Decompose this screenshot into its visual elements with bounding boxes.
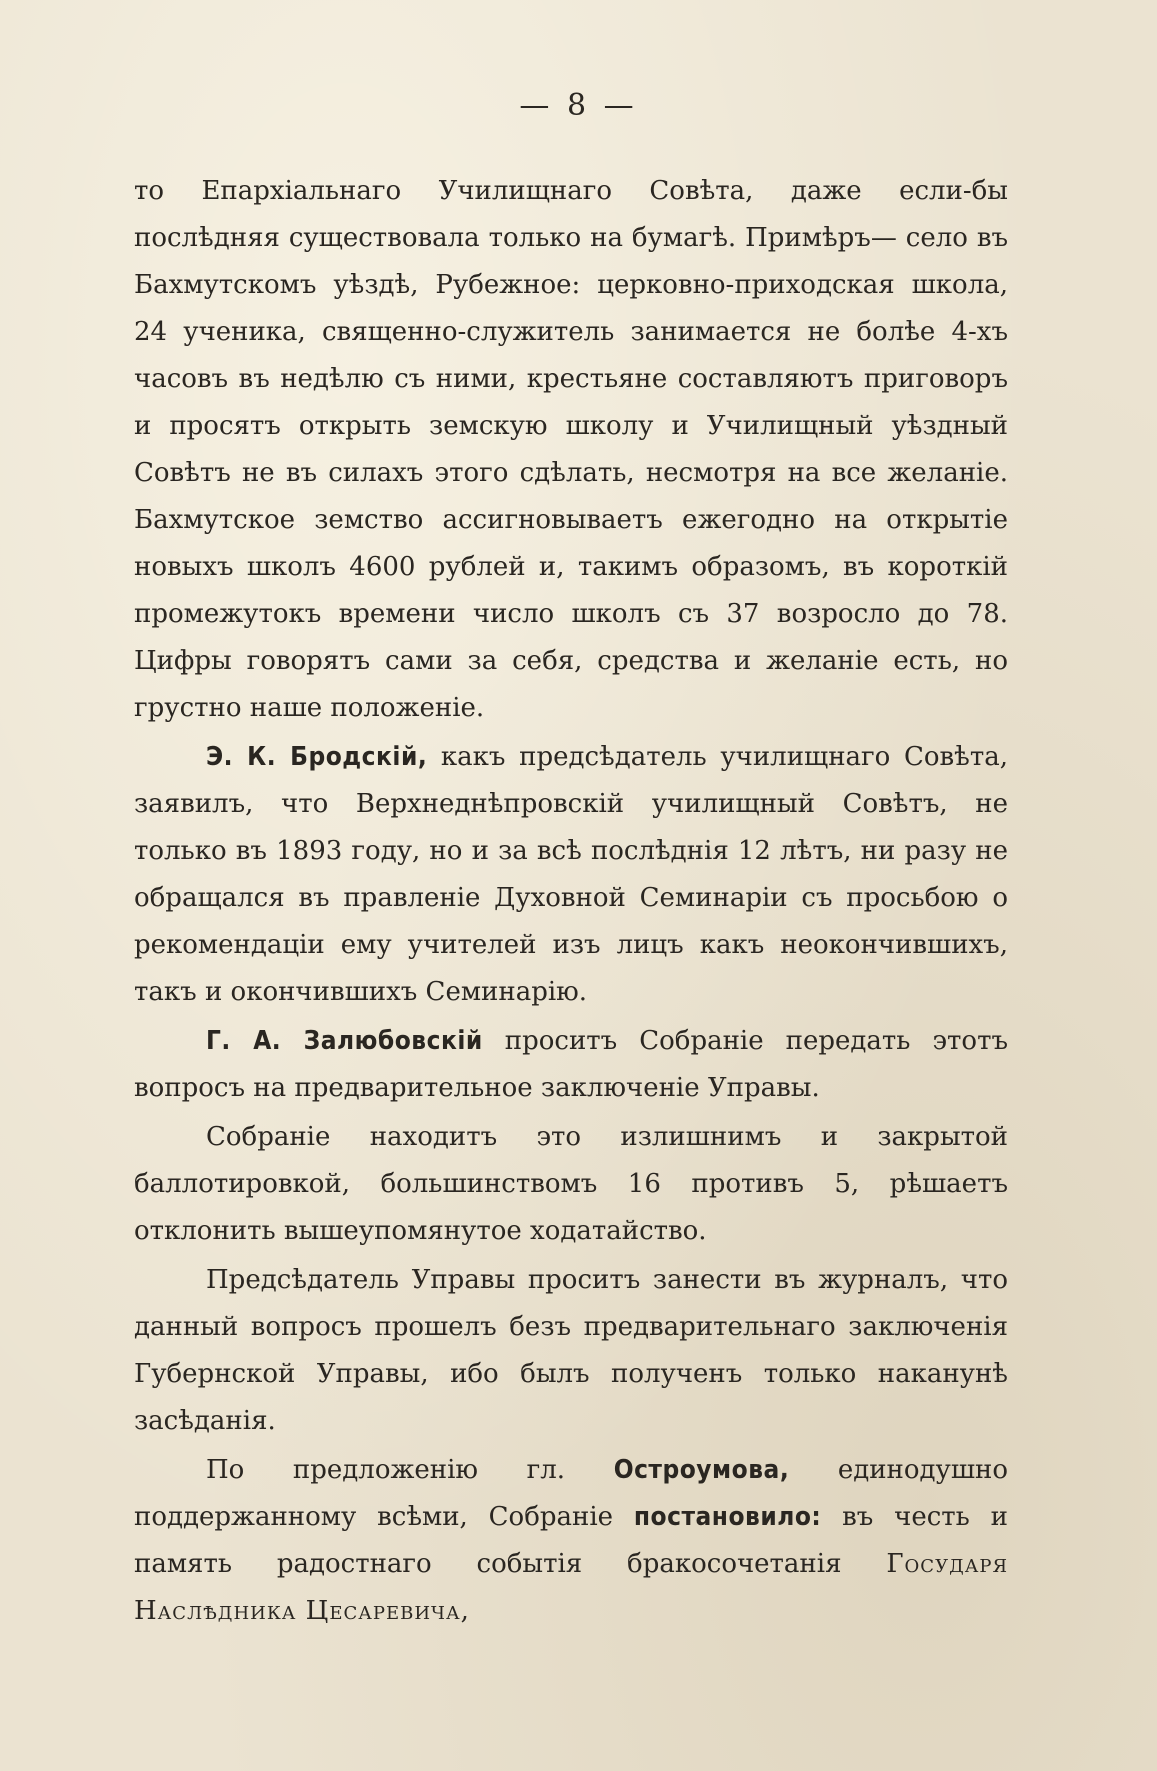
- paragraph-5-text: Предсѣдатель Управы проситъ занести въ журналъ, что данный вопросъ прошелъ безъ предварительнаго заключенія Губернской Управы, ибо былъ полученъ только наканунѣ засѣданія.: [134, 1265, 1008, 1436]
- page-number: — 8 —: [519, 88, 638, 123]
- paragraph-4-text: Собраніе находитъ это излишнимъ и закрытой баллотировкой, большинствомъ 16 противъ 5, рѣшаетъ отклонить вышеупомянутое ходатайство.: [134, 1122, 1008, 1246]
- resolution-keyword: постановило:: [633, 1502, 822, 1532]
- paragraph-5: [134, 1257, 1008, 1445]
- speaker-name-ostroumov: Остроумова,: [613, 1455, 790, 1485]
- speaker-name-zalyubovsky: Г. А. Залюбовскій: [206, 1026, 483, 1056]
- paragraph-6: [134, 1447, 1008, 1635]
- speaker-name-brodsky: Э. К. Бродскій,: [206, 742, 428, 772]
- page-body: [134, 168, 1008, 1637]
- paragraph-6-mid: единодушно поддержанному всѣми, Собраніе: [134, 1455, 1008, 1532]
- paragraph-6-post: въ честь и память радостнаго событія бракосочетанія: [134, 1502, 1008, 1579]
- paragraph-1-text: то Епархіальнаго Училищнаго Совѣта, даже если-бы послѣдняя существовала только на бумагѣ. Примѣръ— село въ Бахмутскомъ уѣздѣ, Рубежное: церковно-приходская школа, 24 ученика, священно-служитель занимается не болѣе 4-хъ часовъ въ недѣлю съ ними, крестьяне составляютъ приговоръ и просятъ открыть земскую школу и Училищный уѣздный Совѣтъ не въ силахъ этого сдѣлать, несмотря на все желаніе. Бахмутское земство ассигновываетъ ежегодно на открытіе новыхъ школъ 4600 рублей и, такимъ образомъ, въ короткій промежутокъ времени число школъ съ 37 возросло до 78. Цифры говорятъ сами за себя, средства и желаніе есть, но грустно наше положеніе.: [134, 176, 1008, 723]
- paragraph-4: [134, 1114, 1008, 1255]
- paragraph-1: [134, 168, 1008, 732]
- paragraph-2-text: какъ предсѣдатель училищнаго Совѣта, заявилъ, что Верхнеднѣпровскій училищный Совѣтъ, не только въ 1893 году, но и за всѣ послѣднія 12 лѣтъ, ни разу не обращался въ правленіе Духовной Семинаріи съ просьбою о рекомендаціи ему учителей изъ лицъ какъ неокончившихъ, такъ и окончившихъ Семинарію.: [134, 742, 1008, 1007]
- paragraph-2: [134, 734, 1008, 1016]
- paragraph-6-pre: По предложенію гл.: [206, 1455, 614, 1485]
- paragraph-3: [134, 1018, 1008, 1112]
- paragraph-3-text: проситъ Собраніе передать этотъ вопросъ на предварительное заключеніе Управы.: [134, 1026, 1008, 1103]
- title-caps: Государя Наслѣдника Цесаревича,: [134, 1549, 1008, 1626]
